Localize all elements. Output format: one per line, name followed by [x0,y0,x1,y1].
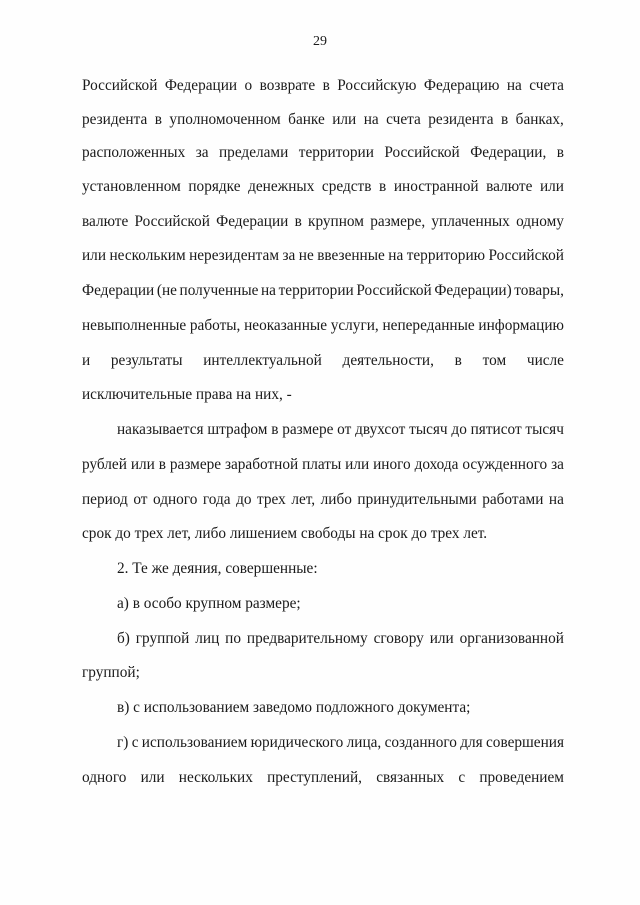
word: на [506,77,522,94]
word: штрафом [207,421,268,438]
word: Федерации [82,282,155,299]
word: в [158,456,166,473]
text-line [117,420,564,440]
word: Российской [82,77,158,94]
word: года [202,491,231,508]
page-number: 29 [313,34,327,49]
word: использованием [141,734,248,751]
word: ввезенные [317,247,385,264]
text-line: в) с использованием заведомо подложного документа; [117,699,471,716]
text-line [117,629,564,649]
word: территории [278,282,354,299]
word: за [195,144,209,161]
word: счета [386,111,421,128]
word: сговору [373,630,424,647]
word: от [337,421,352,438]
word: связанных [376,769,445,786]
word: совершения [486,734,564,751]
word: наказывается [117,421,204,438]
word: лиц [195,630,220,647]
word: уполномоченном [169,111,281,128]
word: порядке [188,178,241,195]
word: нескольких [178,769,253,786]
word: лет, [291,491,316,508]
word: и [82,352,91,369]
word: одного [82,769,127,786]
word: проведением [479,769,564,786]
word: в [500,111,509,128]
word: Российской [488,247,564,264]
word: предварительному [246,630,368,647]
word: резидента [82,111,148,128]
text-line: группой; [82,664,140,681]
word: уплаченных [431,213,510,230]
word: Федерацию [423,77,500,94]
word: расположенных [82,144,186,161]
word: информацию [478,317,564,334]
word: размере, [370,213,426,230]
word: на [261,282,276,299]
word: пределами [219,144,289,161]
word: юридического [250,734,344,751]
word: на [363,111,379,128]
word: непереданные [382,317,475,334]
word: трех [257,491,286,508]
word: или [539,178,564,195]
text-line [82,212,564,232]
word: числе [526,352,564,369]
word: от [133,491,148,508]
text-line [82,490,564,510]
word: с [458,769,466,786]
word: Российской [356,282,432,299]
word: невыполненные [82,317,187,334]
word: (не [156,282,177,299]
word: или [345,456,370,473]
text-line: срок до трех лет, либо лишением свободы на срок до трех лет. [82,525,488,542]
word: организованной [459,630,564,647]
word: г) [117,734,129,751]
word: средств [321,178,372,195]
word: за [551,456,564,473]
text-line [82,246,564,266]
word: Российской [134,213,210,230]
word: по [225,630,241,647]
word: нескольким [109,247,186,264]
word: иностранной [393,178,479,195]
word: платы [302,456,342,473]
word: услуги, [330,317,379,334]
text-line [82,455,564,475]
word: деятельности, [342,352,434,369]
word: принудительными [357,491,477,508]
word: с [131,734,139,751]
text-line [82,177,564,197]
word: Российскую [337,77,417,94]
word: тысяч [409,421,448,438]
word: заработной [224,456,299,473]
word: или [130,456,155,473]
word: полученные [179,282,259,299]
word: в [322,77,330,94]
word: за [282,247,296,264]
word: размере [282,421,334,438]
word: работами [482,491,544,508]
word: территории [298,144,374,161]
word: на [388,247,404,264]
word: банке [288,111,325,128]
word: Федерации) [434,282,512,299]
text-line [82,76,564,96]
text-line [82,351,564,371]
word: двухсот [355,421,406,438]
word: до [451,421,467,438]
word: либо [320,491,352,508]
word: не [298,247,314,264]
text-line [82,768,564,788]
text-line [82,110,564,130]
word: работы, [189,317,241,334]
word: интеллектуальной [203,352,322,369]
word: иного [373,456,411,473]
word: одному [516,213,564,230]
word: пятисот [470,421,522,438]
text-line [117,733,564,753]
word: или [82,247,107,264]
text-line: а) в особо крупном размере; [117,595,301,612]
word: период [82,491,128,508]
word: денежных [248,178,315,195]
word: счета [529,77,564,94]
word: в [271,421,279,438]
word: в [454,352,462,369]
word: результаты [110,352,183,369]
word: Федерации [216,213,289,230]
word: том [482,352,507,369]
word: на [548,491,564,508]
word: одного [152,491,198,508]
word: б) [117,630,130,647]
word: или [332,111,357,128]
word: неоказанные [244,317,327,334]
word: группой [135,630,190,647]
text-line [82,143,564,163]
word: банках, [515,111,564,128]
word: созданного [384,734,457,751]
word: лица, [346,734,382,751]
text-line: 2. Те же деяния, совершенные: [117,560,318,577]
word: в [294,213,302,230]
word: Российской [384,144,460,161]
word: в [154,111,162,128]
word: о [244,77,253,94]
word: до [236,491,252,508]
word: территорию [406,247,486,264]
word: в [379,178,387,195]
word: валюте [486,178,533,195]
word: установленном [82,178,181,195]
word: Федерации, [470,144,547,161]
word: размере [169,456,222,473]
word: рублей [82,456,127,473]
word: товары, [514,282,564,299]
word: возврате [259,77,316,94]
word: для [460,734,483,751]
word: крупном [308,213,364,230]
word: валюте [82,213,129,230]
word: или [429,630,454,647]
text-line [82,316,564,336]
word: преступлений, [267,769,362,786]
text-line: исключительные права на них, - [82,386,292,403]
text-line [82,281,564,301]
word: в [556,144,564,161]
word: Федерации [164,77,238,94]
word: тысяч [525,421,564,438]
word: или [140,769,165,786]
word: резидента [428,111,494,128]
word: дохода [414,456,459,473]
word: осужденного [462,456,548,473]
word: нерезидентам [189,247,280,264]
